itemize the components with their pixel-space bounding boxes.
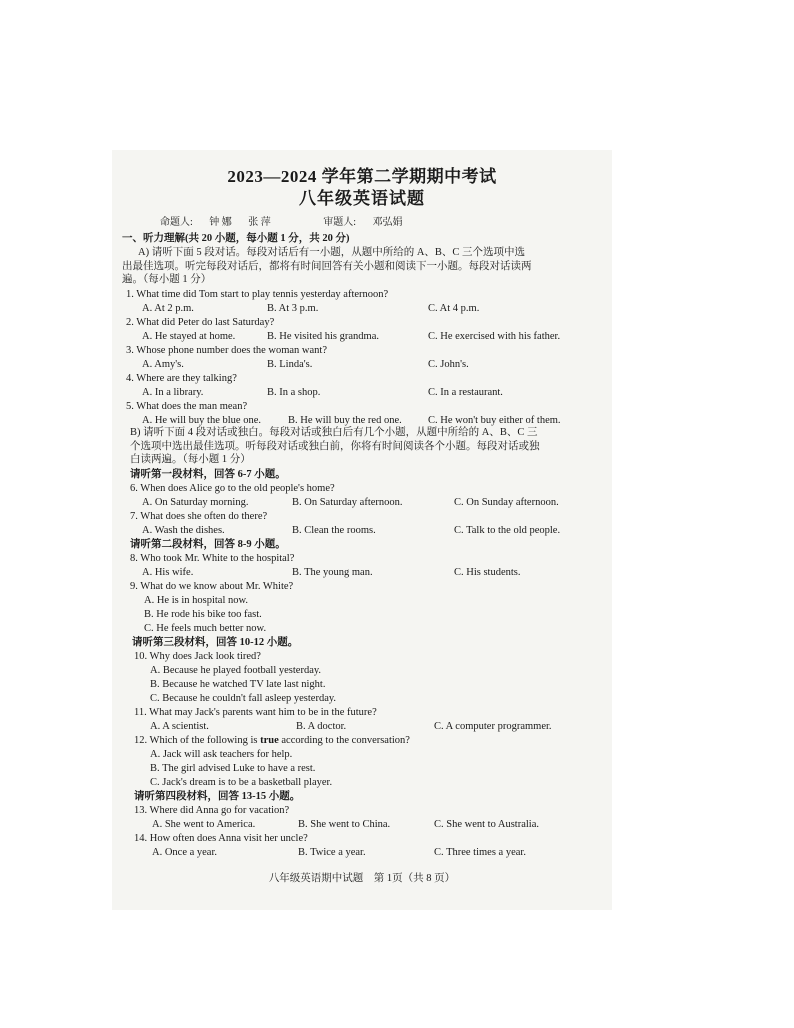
question-9: 9. What do we know about Mr. White? — [130, 581, 294, 592]
q1-option-b: B. At 3 p.m. — [267, 303, 319, 314]
instruction-line: 遍。（每小题 1 分） — [122, 274, 212, 286]
author-line — [160, 216, 417, 230]
instruction-line: 个选项中选出最佳选项。听每段对话或独白前，你将有时间阅读各个小题。每段对话或独 — [130, 440, 540, 452]
question-12-text-start: 12. Which of the following is — [134, 735, 261, 746]
q9-option-a: A. He is in hospital now. — [144, 595, 249, 606]
instruction-line: 出最佳选项。听完每段对话后，都将有时间回答有关小题和阅读下一小题。每段对话读两 — [122, 260, 532, 272]
q5-option-a: A. He will buy the blue one. — [142, 415, 261, 426]
q7-option-a: A. Wash the dishes. — [142, 525, 225, 536]
q2-option-b: B. He visited his grandma. — [267, 331, 379, 342]
exam-subtitle: 八年级英语试题 — [299, 189, 425, 208]
q3-option-a: A. Amy's. — [142, 359, 184, 370]
q13-option-b: B. She went to China. — [298, 819, 391, 830]
q10-option-c: C. Because he couldn't fall asleep yesterday. — [150, 693, 337, 704]
question-12 — [134, 734, 410, 748]
q14-option-a: A. Once a year. — [152, 847, 218, 858]
question-14: 14. How often does Anna visit her uncle? — [134, 833, 308, 844]
setter-2: 张 萍 — [248, 217, 271, 228]
q11-option-c: C. A computer programmer. — [434, 721, 552, 732]
exam-page — [112, 150, 612, 910]
q1-option-a: A. At 2 p.m. — [142, 303, 194, 314]
question-1: 1. What time did Tom start to play tennis yesterday afternoon? — [126, 289, 389, 300]
q12-option-b: B. The girl advised Luke to have a rest. — [150, 763, 316, 774]
q1-option-c: C. At 4 p.m. — [428, 303, 480, 314]
q4-option-a: A. In a library. — [142, 387, 204, 398]
q6-option-b: B. On Saturday afternoon. — [292, 497, 403, 508]
question-4: 4. Where are they talking? — [126, 373, 237, 384]
question-13: 13. Where did Anna go for vacation? — [134, 805, 290, 816]
q3-option-c: C. John's. — [428, 359, 469, 370]
q10-option-b: B. Because he watched TV late last night. — [150, 679, 326, 690]
q11-option-b: B. A doctor. — [296, 721, 347, 732]
q4-option-c: C. In a restaurant. — [428, 387, 503, 398]
question-2: 2. What did Peter do last Saturday? — [126, 317, 275, 328]
q2-option-c: C. He exercised with his father. — [428, 331, 561, 342]
q7-option-c: C. Talk to the old people. — [454, 525, 561, 536]
instruction-line: A) 请听下面 5 段对话。每段对话后有一小题，从题中所给的 A、B、C 三个选项中选 — [138, 247, 526, 258]
instruction-line: 白读两遍。（每小题 1 分） — [130, 454, 251, 466]
question-11: 11. What may Jack's parents want him to be in the future? — [134, 707, 377, 718]
q5-option-c: C. He won't buy either of them. — [428, 415, 561, 426]
q4-option-b: B. In a shop. — [267, 387, 321, 398]
material-4-heading: 请听第四段材料，回答 13-15 小题。 — [134, 791, 301, 802]
q9-option-c: C. He feels much better now. — [144, 623, 267, 634]
section-heading: 一、听力理解(共 20 小题，每小题 1 分，共 20 分) — [122, 233, 350, 244]
reviewer: 邓弘娟 — [372, 217, 403, 228]
part-a-instructions — [122, 246, 584, 287]
q6-option-c: C. On Sunday afternoon. — [454, 497, 559, 508]
setter-label: 命题人: — [160, 217, 193, 228]
q12-option-c: C. Jack's dream is to be a basketball player. — [150, 777, 333, 788]
question-6: 6. When does Alice go to the old people's home? — [130, 483, 335, 494]
q5-option-b: B. He will buy the red one. — [288, 415, 402, 426]
question-10: 10. Why does Jack look tired? — [134, 651, 261, 662]
q9-option-b: B. He rode his bike too fast. — [144, 609, 262, 620]
part-b-instructions — [130, 426, 588, 467]
q8-option-c: C. His students. — [454, 567, 521, 578]
question-7: 7. What does she often do there? — [130, 511, 268, 522]
material-1-heading: 请听第一段材料，回答 6-7 小题。 — [130, 469, 286, 480]
question-8: 8. Who took Mr. White to the hospital? — [130, 553, 295, 564]
reviewer-label: 审题人: — [323, 217, 357, 228]
q13-option-a: A. She went to America. — [152, 819, 256, 830]
q7-option-b: B. Clean the rooms. — [292, 525, 376, 536]
q6-option-a: A. On Saturday morning. — [142, 497, 249, 508]
q12-option-a: A. Jack will ask teachers for help. — [150, 749, 293, 760]
setter-1: 钟 娜 — [209, 217, 232, 228]
question-5: 5. What does the man mean? — [126, 401, 248, 412]
q14-option-b: B. Twice a year. — [298, 847, 366, 858]
q8-option-b: B. The young man. — [292, 567, 373, 578]
material-2-heading: 请听第二段材料，回答 8-9 小题。 — [130, 539, 286, 550]
question-12-emphasis: true — [260, 735, 279, 746]
q14-option-c: C. Three times a year. — [434, 847, 526, 858]
q11-option-a: A. A scientist. — [150, 721, 209, 732]
q8-option-a: A. His wife. — [142, 567, 194, 578]
q13-option-c: C. She went to Australia. — [434, 819, 539, 830]
material-3-heading: 请听第三段材料，回答 10-12 小题。 — [132, 637, 299, 648]
question-3: 3. Whose phone number does the woman want? — [126, 345, 328, 356]
q2-option-a: A. He stayed at home. — [142, 331, 236, 342]
exam-title: 2023—2024 学年第二学期期中考试 — [227, 167, 497, 186]
q3-option-b: B. Linda's. — [267, 359, 313, 370]
question-12-text-end: according to the conversation? — [278, 735, 410, 746]
page-footer: 八年级英语期中试题 第 1页（共 8 页） — [268, 873, 456, 884]
q10-option-a: A. Because he played football yesterday. — [150, 665, 322, 676]
instruction-line: B) 请听下面 4 段对话或独白。每段对话或独白后有几个小题，从题中所给的 A、B、C 三 — [130, 427, 538, 438]
